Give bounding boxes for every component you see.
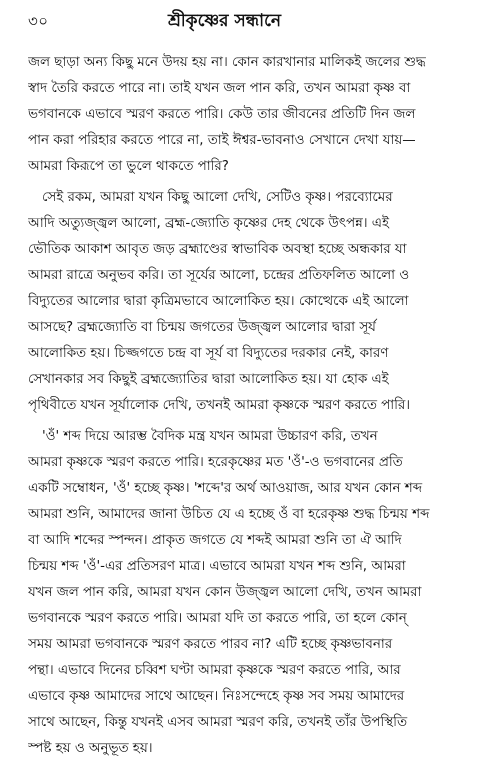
text-line: আদি অত্যুজ্জ্বল আলো, ব্রহ্ম-জ্যোতি কৃষ্ণের দেহ থেকে উৎপন্ন। এই bbox=[28, 216, 389, 231]
text-line: ভগবানকে এভাবে স্মরণ করতে পারি। কেউ তার জীবনের প্রতিটি দিন জল bbox=[28, 107, 416, 122]
paragraph-2 bbox=[28, 185, 480, 419]
page-number: ৩০ bbox=[28, 12, 49, 30]
text-line: ভৌতিক আকাশ আবৃত জড় ব্রহ্মাণ্ডের স্বাভাবিক অবস্থা হচ্ছে অন্ধকার যা bbox=[28, 242, 407, 257]
text-line: আমরা কৃষ্ণকে স্মরণ করতে পারি। হরেকৃষ্ণের মত 'ওঁ'-ও ভগবানের প্রতি bbox=[28, 455, 403, 470]
text-line: চিন্ময় শব্দ 'ওঁ'-এর প্রতিসরণ মাত্র। এভাবে আমরা যখন শব্দ শুনি, আমরা bbox=[28, 559, 406, 574]
text-line: পন্থা। এভাবে দিনের চব্বিশ ঘণ্টা আমরা কৃষ্ণকে স্মরণ করতে পারি, আর bbox=[28, 663, 401, 678]
text-line: 'ওঁ' শব্দ দিয়ে আরম্ভ বৈদিক মন্ত্র যখন আমরা উচ্চারণ করি, তখন bbox=[42, 429, 378, 444]
text-line: জল ছাড়া অন্য কিছু মনে উদয় হয় না। কোন কারখানার মালিকই জলের শুদ্ধ bbox=[28, 55, 426, 70]
text-line: সেই রকম, আমরা যখন কিছু আলো দেখি, সেটিও কৃষ্ণ। পরব্যোমের bbox=[42, 190, 393, 205]
paragraph-3 bbox=[28, 424, 480, 762]
body-text bbox=[28, 50, 480, 767]
text-line: সেখানকার সব কিছুই ব্রহ্মজ্যোতির দ্বারা আলোকিত হয়। যা হোক এই bbox=[28, 372, 389, 387]
text-line: যখন জল পান করি, আমরা যখন কোন উজ্জ্বল আলো দেখি, তখন আমরা bbox=[28, 585, 422, 600]
text-line: আমরা রাত্রে অনুভব করি। তা সূর্যের আলো, চন্দ্রের প্রতিফলিত আলো ও bbox=[28, 268, 410, 283]
running-title: শ্রীকৃষ্ণের সন্ধানে bbox=[168, 11, 282, 31]
text-line: ভগবানকে স্মরণ করতে পারি। আমরা যদি তা করতে পারি, তা হলে কোন্ bbox=[28, 611, 407, 626]
text-line: সময় আমরা ভগবানকে স্মরণ করতে পারব না? এটি হচ্ছে কৃষ্ণভাবনার bbox=[28, 637, 393, 652]
text-line: পান করা পরিহার করতে পারে না, তাই ঈশ্বর-ভাবনাও সেখানে দেখা যায়— bbox=[28, 133, 416, 148]
text-line: বিদ্যুতের আলোর দ্বারা কৃত্রিমভাবে আলোকিত হয়। কোত্থেকে এই আলো bbox=[28, 294, 409, 309]
text-line: আমরা শুনি, আমাদের জানা উচিত যে এ হচ্ছে ওঁ বা হরেকৃষ্ণ শুদ্ধ চিন্ময় শব্দ bbox=[28, 507, 430, 522]
text-line: আমরা কিরূপে তা ভুলে থাকতে পারি? bbox=[28, 159, 229, 174]
paragraph-1 bbox=[28, 50, 480, 180]
text-line: এভাবে কৃষ্ণ আমাদের সাথে আছেন। নিঃসন্দেহে কৃষ্ণ সব সময় আমাদের bbox=[28, 689, 405, 704]
text-line: সাথে আছেন, কিন্তু যখনই এসব আমরা স্মরণ করি, তখনই তাঁর উপস্থিতি bbox=[28, 715, 408, 730]
page-header bbox=[28, 6, 478, 36]
text-line: বা আদি শব্দের স্পন্দন। প্রাকৃত জগতে যে শব্দই আমরা শুনি তা ঐ আদি bbox=[28, 533, 402, 548]
text-line: আলোকিত হয়। চিজ্জগতে চন্দ্র বা সূর্য বা বিদ্যুতের দরকার নেই, কারণ bbox=[28, 346, 389, 361]
text-line: স্পষ্ট হয় ও অনুভূত হয়। bbox=[28, 741, 153, 756]
text-line: আসছে? ব্রহ্মজ্যোতি বা চিন্ময় জগতের উজ্জ্বল আলোর দ্বারা সূর্য bbox=[28, 320, 376, 335]
text-line: একটি সম্বোধন, 'ওঁ' হচ্ছে কৃষ্ণ। 'শব্দে'র অর্থ আওয়াজ, আর যখন কোন শব্দ bbox=[28, 481, 423, 496]
text-line: পৃথিবীতে যখন সূর্যালোক দেখি, তখনই আমরা কৃষ্ণকে স্মরণ করতে পারি। bbox=[28, 398, 411, 413]
text-line: স্বাদ তৈরি করতে পারে না। তাই যখন জল পান করি, তখন আমরা কৃষ্ণ বা bbox=[28, 81, 411, 96]
